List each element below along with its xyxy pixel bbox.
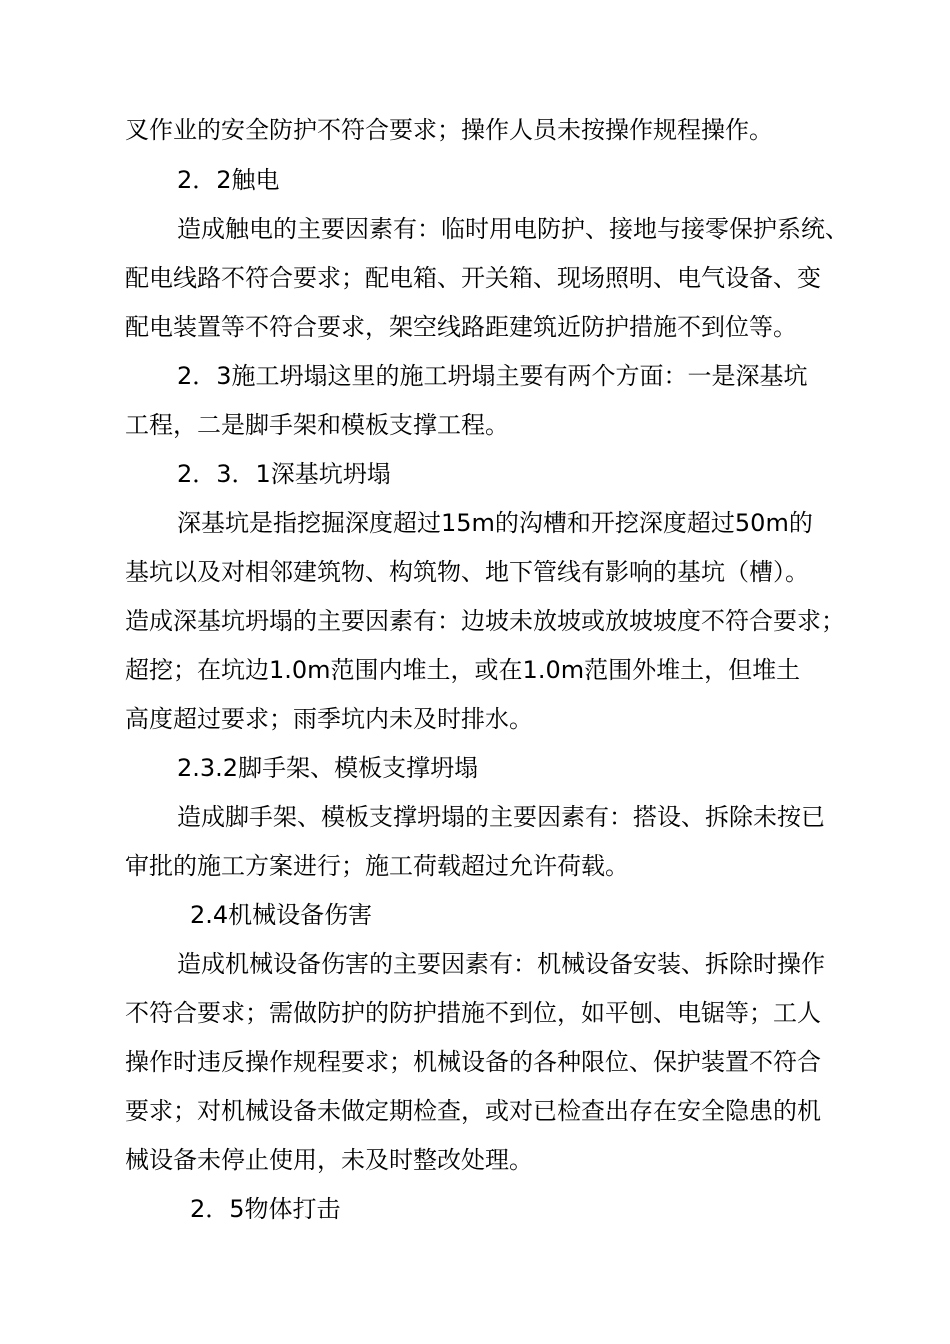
section-heading-2-3-1: 2．3．1深基坑坍塌 — [177, 460, 391, 488]
section-heading-2-3-2: 2.3.2脚手架、模板支撑坍塌 — [177, 754, 479, 782]
text-line: 不符合要求；需做防护的防护措施不到位，如平刨、电锯等；工人 — [125, 999, 821, 1027]
text-line: 造成触电的主要因素有：临时用电防护、接地与接零保护系统、 — [177, 215, 849, 243]
text-line: 造成深基坑坍塌的主要因素有：边坡未放坡或放坡坡度不符合要求； — [125, 607, 845, 635]
text-line: 造成脚手架、模板支撑坍塌的主要因素有：搭设、拆除未按已 — [177, 803, 825, 831]
text-line: 高度超过要求；雨季坑内未及时排水。 — [125, 705, 533, 733]
section-heading-2-2: 2．2触电 — [177, 166, 280, 194]
text-line: 造成机械设备伤害的主要因素有：机械设备安装、拆除时操作 — [177, 950, 825, 978]
section-heading-2-4: 2.4机械设备伤害 — [190, 901, 373, 929]
text-line: 基坑以及对相邻建筑物、构筑物、地下管线有影响的基坑（槽）。 — [125, 558, 809, 586]
text-line: 审批的施工方案进行；施工荷载超过允许荷载。 — [125, 852, 629, 880]
text-line: 操作时违反操作规程要求；机械设备的各种限位、保护装置不符合 — [125, 1048, 821, 1076]
text-line: 械设备未停止使用，未及时整改处理。 — [125, 1146, 533, 1174]
section-heading-2-5: 2．5物体打击 — [190, 1195, 341, 1223]
text-line: 工程，二是脚手架和模板支撑工程。 — [125, 411, 509, 439]
text-line: 配电装置等不符合要求，架空线路距建筑近防护措施不到位等。 — [125, 313, 797, 341]
text-line: 叉作业的安全防护不符合要求；操作人员未按操作规程操作。 — [125, 116, 773, 144]
section-heading-2-3: 2．3施工坍塌这里的施工坍塌主要有两个方面：一是深基坑 — [177, 362, 808, 390]
text-line: 配电线路不符合要求；配电箱、开关箱、现场照明、电气设备、变 — [125, 264, 821, 292]
text-line: 要求；对机械设备未做定期检查，或对已检查出存在安全隐患的机 — [125, 1097, 821, 1125]
text-line: 深基坑是指挖掘深度超过15m的沟槽和开挖深度超过50m的 — [177, 509, 813, 537]
text-line: 超挖；在坑边1.0m范围内堆土，或在1.0m范围外堆土，但堆土 — [125, 656, 801, 684]
